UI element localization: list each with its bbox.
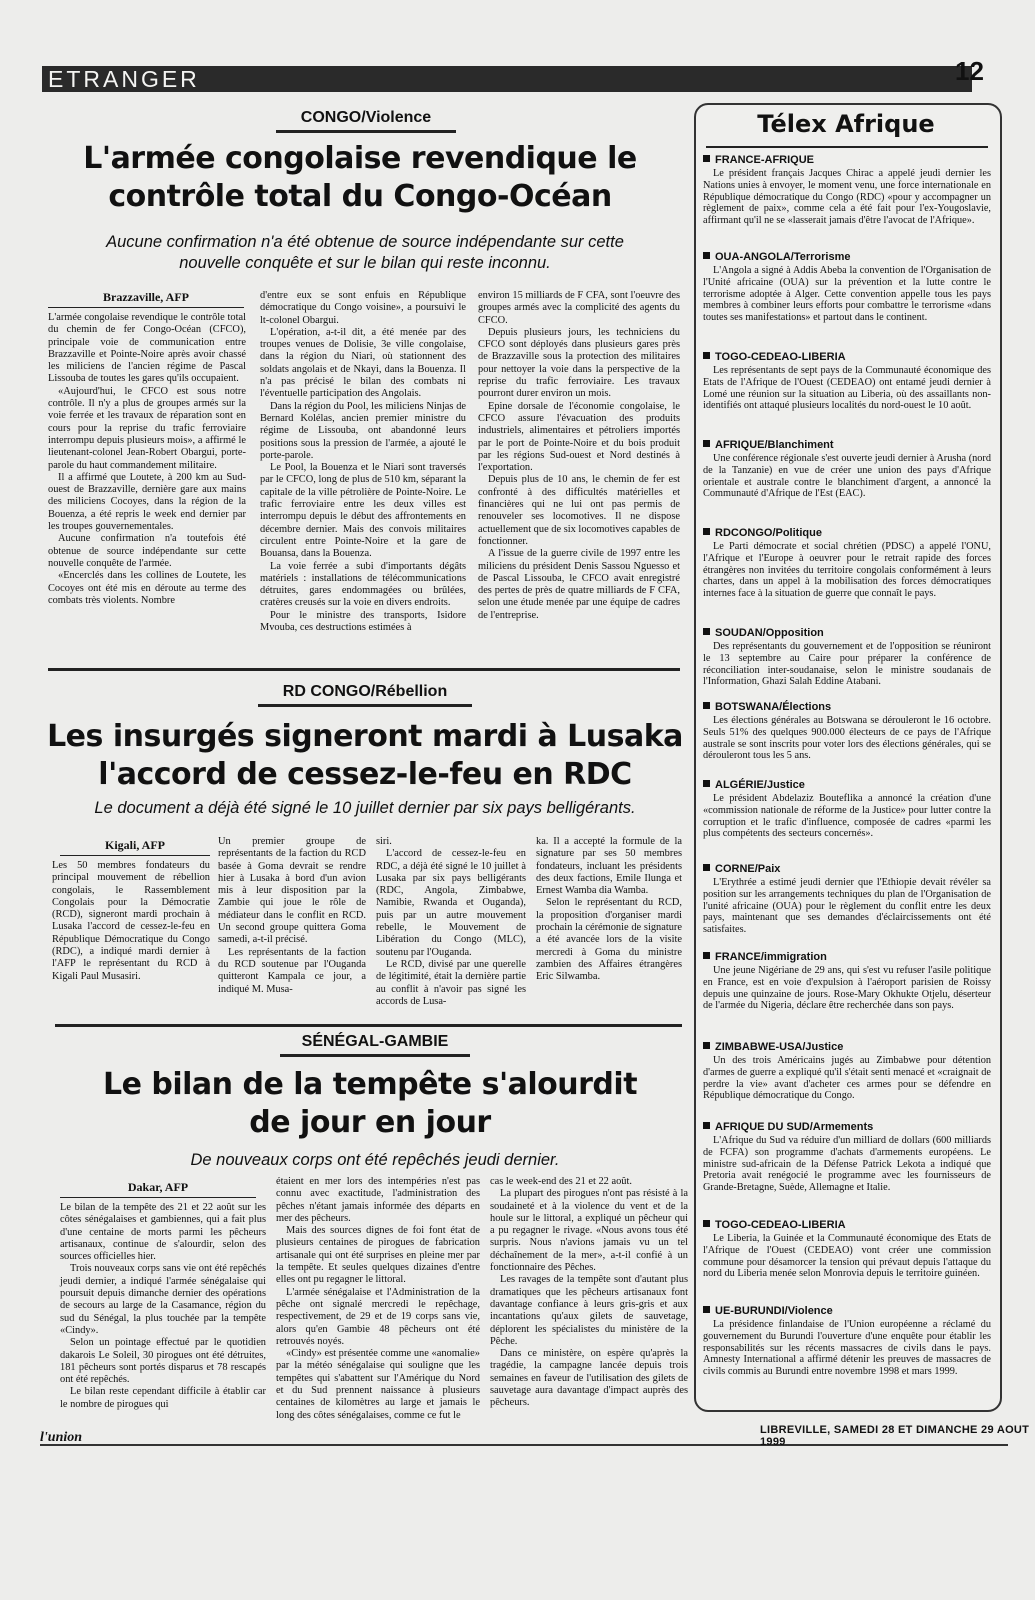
- bullet-square-icon: [703, 352, 710, 359]
- telex-item-body: Une conférence régionale s'est ouverte jeudi dernier à Arusha (nord de la Tanzanie) en vue de créer une union des pays d'Afrique orientale et australe contre le blanchiment d'argent, a annoncé la Communauté d'Afrique de l'Est (EAC).: [703, 453, 991, 500]
- telex-item-heading: TOGO-CEDEAO-LIBERIA: [715, 351, 846, 363]
- section-label: ETRANGER: [48, 66, 200, 92]
- article2-column-3: [376, 836, 526, 1007]
- telex-item-heading: BOTSWANA/Élections: [715, 701, 832, 713]
- paragraph: d'entre eux se sont enfuis en République démocratique du Congo voisine», a poursuivi le lt-colonel Obargui.: [260, 290, 466, 326]
- article1-column-1: [48, 312, 246, 652]
- paragraph: Les 50 membres fondateurs du principal mouvement de rébellion congolais, le Rassemblement Congolais pour la Démocratie (RCD), signeront mardi prochain à Lusaka l'accord de cessez-le-feu en République Démocratique du Congo (RDC), a indiqué mardi dernier à l'AFP le représentant du RCD à Kigali Paul Musasiri.: [52, 860, 210, 982]
- bullet-square-icon: [703, 1042, 710, 1049]
- footer-dateline: LIBREVILLE, SAMEDI 28 ET DIMANCHE 29 AOUT 1999: [760, 1424, 1030, 1448]
- telex-item-body: Les élections générales au Botswana se dérouleront le 16 octobre. Seuls 51% des quelques 900.000 électeurs de ce pays de l'Afrique australe se sont inscrits pour voter lors des élections générales, qui se dérouleront tous les 5 ans.: [703, 715, 991, 762]
- telex-item-body: Un des trois Américains jugés au Zimbabwe pour détention d'armes de guerre a expliqué qu'il s'était senti menacé et «craignait de perdre la vie» avant d'acheter ces armes pour se défendre en République démocratique du Congo.: [703, 1055, 991, 1102]
- telex-item-heading: AFRIQUE DU SUD/Armements: [715, 1121, 874, 1133]
- paragraph: Il a affirmé que Loutete, à 200 km au Sud-ouest de Brazzaville, dernière gare aux mains des miliciens Cocoyes, dans la région de la Bouenza, a été repris le week end dernier par les troupes gouvernementales.: [48, 471, 246, 533]
- telex-item: [703, 700, 991, 768]
- telex-item-heading: CORNE/Paix: [715, 863, 781, 875]
- paragraph: Les représentants de la faction du RCD soutenue par l'Ouganda quitteront Kampala ce jour, a indiqué M. Musa-: [218, 946, 366, 995]
- paragraph: L'armée sénégalaise et l'Administration de la pêche ont signalé mercredi le repêchage, respectivement, de 29 et de 19 corps sans vie, alors qu'en Gambie 48 pêcheurs ont été retrouvés noyés.: [276, 1286, 480, 1347]
- telex-item-heading: FRANCE/immigration: [715, 951, 827, 963]
- article3-column-1: [60, 1202, 266, 1442]
- telex-item: [703, 1120, 991, 1210]
- paragraph: L'accord de cessez-le-feu en RDC, a déjà été signé le 10 juillet à Lusaka par six pays belligérants (RDC, Angola, Zimbabwe, Namibie, Rwanda et Ouganda), puis par un autre mouvement rebelle, le Mouvement de Libération du Congo (MLC), soutenu par l'Ouganda.: [376, 848, 526, 958]
- telex-item: [703, 153, 991, 243]
- article3-column-3: [490, 1176, 688, 1442]
- telex-item-body: L'Erythrée a estimé jeudi dernier que l'Ethiopie devait révéler sa position sur les arrangements techniques du plan de l'Organisation de l'unité africaine (OUA) pour le règlement du conflit entre les deux pays, maintenant que ses demandes d'éclaircissements ont été satisfaites.: [703, 877, 991, 936]
- paragraph: Depuis plus de 10 ans, le chemin de fer est confronté à des difficultés matérielles et financières qui ne lui ont pas permis de renouveler ses locomotives. Il ne dispose actuellement que de six locomotives capables de fonctionner.: [478, 474, 680, 547]
- paragraph: cas le week-end des 21 et 22 août.: [490, 1176, 632, 1187]
- telex-item-body: Des représentants du gouvernement et de l'opposition se réuniront le 13 septembre au Caire pour préparer la conférence de réconciliation inter-soudanaise, selon le ministre soudanais de l'Information, Ghazi Salah Eddine Atabani.: [703, 641, 991, 688]
- paragraph: Aucune confirmation n'a toutefois été obtenue de source indépendante sur cette nouvelle conquête de l'armée.: [48, 533, 246, 569]
- telex-item: [703, 438, 991, 518]
- paragraph: Mais des sources dignes de foi font état de plusieurs centaines de pirogues de fabrication artisanale qui ont été surprises en pleine mer par la tempête. Et seules quelques dizaines d'entre elles ont pu regagner le littoral.: [276, 1225, 480, 1286]
- telex-item: [703, 626, 991, 694]
- paragraph: «Encerclés dans les collines de Loutete, les Cocoyes ont été mis en déroute au terme des combats très violents. Nombre: [48, 570, 246, 606]
- telex-item-body: Le Parti démocrate et social chrétien (PDSC) a appelé l'ONU, l'Afrique et l'Europe à oeuvrer pour le retrait rapide des forces étrangères non invitées du territoire congolais conformément à leurs chartes, dans un appel à la mobilisation des forces démocratiques internes face à la situation de guerre que connaît le pays.: [703, 541, 991, 600]
- article1-subhead: Aucune confirmation n'a été obtenue de source indépendante sur cette nouvelle conquête et sur le bilan qui reste inconnu.: [106, 233, 624, 272]
- article3-dateline: Dakar, AFP: [60, 1180, 256, 1198]
- bullet-square-icon: [703, 155, 710, 162]
- telex-item: [703, 778, 991, 854]
- telex-title-rule: [706, 146, 988, 148]
- paragraph: Le bilan de la tempête des 21 et 22 août sur les côtes sénégalaises et gambiennes, qui a fait plus d'une centaine de morts parmi les pêcheurs artisanaux, continue de s'alourdir, selon des sources officielles hier.: [60, 1202, 266, 1263]
- article2-column-4: [536, 836, 682, 998]
- telex-item: [703, 862, 991, 942]
- paragraph: Trois nouveaux corps sans vie ont été repêchés jeudi dernier, a indiqué l'armée sénégalaise qui poursuit depuis dimanche dernier des opérations de secours au large de la Casamance, région du sud du Sénégal, la plus touchée par la tempête «Cindy».: [60, 1263, 266, 1336]
- paragraph: A l'issue de la guerre civile de 1997 entre les miliciens du président Denis Sassou Nguesso et de Pascal Lissouba, le CFCO avait enregistré des pertes de près de quatre milliards de F CFA, selon une étude menée par une équipe de cadres de l'entreprise.: [478, 548, 680, 621]
- article2-headline: Les insurgés signeront mardi à Lusaka l'accord de cessez-le-feu en RDC: [47, 719, 683, 792]
- paragraph: siri.: [376, 836, 392, 847]
- paragraph: L'opération, a-t-il dit, a été menée par des troupes venues de Dolisie, 3e ville congolaise, dans la région du Niari, où stationnent des soldats angolais et de Nkayi, dans la Bouenza. Il n'a pas précisé le bilan des combats ni l'éventuelle participation des Angolais.: [260, 326, 466, 400]
- paragraph: La plupart des pirogues n'ont pas résisté à la soudaineté et à la violence du vent et de la houle sur le littoral, a expliqué un pêcheur qui a pu regagner le rivage. «Nous avons tous été surpris. Nous n'avions jamais vu un tel déchaînement de la mer», a-t-il confié à un fonctionnaire des Pêches.: [490, 1188, 688, 1274]
- paragraph: ka. Il a accepté la formule de la signature par ses 50 membres fondateurs, incluant les présidents des deux factions, Emile Ilunga et Ernest Wamba dia Wamba.: [536, 836, 682, 897]
- paragraph: Le RCD, divisé par une querelle de légitimité, était la dernière partie au conflit à n'avoir pas signé les accords de Lusa-: [376, 958, 526, 1007]
- paragraph: Le bilan reste cependant difficile à établir car le nombre de pirogues qui: [60, 1386, 266, 1410]
- newspaper-logo: l'union: [40, 1430, 83, 1445]
- telex-item: [703, 1218, 991, 1296]
- bullet-square-icon: [703, 440, 710, 447]
- telex-item-heading: FRANCE-AFRIQUE: [715, 154, 814, 166]
- telex-item: [703, 250, 991, 342]
- paragraph: environ 15 milliards de F CFA, sont l'oeuvre des groupes armés avec la complicité des agents du CFCO.: [478, 290, 680, 326]
- article1-column-3: [478, 290, 680, 652]
- telex-item: [703, 1040, 991, 1112]
- telex-item-heading: UE-BURUNDI/Violence: [715, 1305, 833, 1317]
- article2-subhead: Le document a déjà été signé le 10 juillet dernier par six pays belligérants.: [94, 799, 636, 817]
- telex-item-body: Le Liberia, la Guinée et la Communauté économique des Etats de l'Afrique de l'Ouest (CEDEAO) vont créer une commission commune pour désamorcer la tension qui prévaut depuis l'attaque du nord du Liberia menée selon Monrovia depuis le territoire guinéen.: [703, 1233, 991, 1280]
- article1-headline: L'armée congolaise revendique le contrôle total du Congo-Océan: [83, 141, 637, 214]
- article2-column-1: [52, 860, 210, 995]
- bullet-square-icon: [703, 1306, 710, 1313]
- paragraph: «Aujourd'hui, le CFCO est sous notre contrôle. Il n'y a plus de groupes armés sur la voie ferrée et les travaux de réparation sont en cours pour la reprise du trafic ferroviaire interrompu depuis plusieurs mois», a affirmé le lieutenant-colonel Jean-Robert Obargui, porte-parole du haut commandement militaire.: [48, 385, 246, 471]
- section-divider: [55, 1024, 682, 1027]
- paragraph: Dans ce ministère, on espère qu'après la tragédie, la campagne lancée depuis trois semaines en faveur de l'utilisation des gilets de sauvetage aura davantage d'impact auprès des pêcheurs.: [490, 1348, 688, 1409]
- telex-item-heading: OUA-ANGOLA/Terrorisme: [715, 251, 851, 263]
- bullet-square-icon: [703, 1220, 710, 1227]
- telex-item-body: La présidence finlandaise de l'Union européenne a réclamé du gouvernement du Burundi l'ouverture d'une enquête pour établir les responsabilités sur les récents massacres de civils dans le pays. Amnesty International a affirmé détenir les preuves de massacres de civils commis au Burundi entre novembre 1998 et mars 1999.: [703, 1319, 991, 1378]
- telex-title: Télex Afrique: [757, 110, 935, 138]
- telex-item-heading: AFRIQUE/Blanchiment: [715, 439, 834, 451]
- article2-dateline: Kigali, AFP: [60, 838, 210, 856]
- paragraph: Dans la région du Pool, les miliciens Ninjas de Bernard Kolélas, ancien premier ministre du régime de Lissouba, ont abandonné leurs positions sous la pression de l'armée, a ajouté le porte-parole.: [260, 400, 466, 461]
- paragraph: «Cindy» est présentée comme une «anomalie» par la météo sénégalaise qui souligne que les tempêtes qui s'abattent sur l'Amérique du Nord et du Sud prennent naissance à plusieurs centaines de kilomètres au large et jamais le long des côtes sénégalaises, comme ce fut le: [276, 1348, 480, 1421]
- bullet-square-icon: [703, 628, 710, 635]
- bullet-square-icon: [703, 952, 710, 959]
- paragraph: Depuis plusieurs jours, les techniciens du CFCO sont déployés dans plusieurs gares près de Brazzaville sous la protection des militaires pour nettoyer la voie dans la perspective de la reprise du trafic ferroviaire. Les travaux pourront durer environ un mois.: [478, 326, 680, 400]
- paragraph: Le Pool, la Bouenza et le Niari sont traversés par le CFCO, long de plus de 510 km, séparant la capitale de la ville pétrolière de Pointe-Noire. Le trafic ferroviaire entre les deux villes est interrompu depuis le début des affrontements en décembre dernier. Mais des convois militaires circulent entre Pointe-Noire et la gare de Bouansa, dans la Bouenza.: [260, 462, 466, 560]
- bullet-square-icon: [703, 864, 710, 871]
- page-number: 12: [955, 56, 984, 86]
- telex-item: [703, 950, 991, 1030]
- section-divider: [48, 668, 680, 671]
- paragraph: étaient en mer lors des intempéries n'est pas connu avec exactitude, l'administration des pêches n'étant jamais informée des départs en mer des pêcheurs.: [276, 1176, 480, 1224]
- article2-kicker: RD CONGO/Rébellion: [258, 682, 472, 707]
- telex-item-heading: ZIMBABWE-USA/Justice: [715, 1041, 844, 1053]
- paragraph: Pour le ministre des transports, Isidore Mvouba, ces destructions estimées à: [260, 609, 466, 634]
- telex-item-heading: SOUDAN/Opposition: [715, 627, 824, 639]
- paragraph: Selon un pointage effectué par le quotidien dakarois Le Soleil, 30 pirogues ont été détruites, 181 pêcheurs sont portés disparus et 78 rescapés ont été repêchés.: [60, 1337, 266, 1386]
- paragraph: Un premier groupe de représentants de la faction du RCD basée à Goma devrait se rendre hier à Lusaka à bord d'un avion mis à leur disposition par la Zambie qui joue le rôle de médiateur dans le conflit en RCD. Un second groupe quittera Goma samedi, a-t-il précisé.: [218, 836, 366, 946]
- bullet-square-icon: [703, 1122, 710, 1129]
- paragraph: Selon le représentant du RCD, la proposition d'organiser mardi prochain la cérémonie de signature a été avancée lors de la visite mercredi à Goma du ministre zambien des Affaires étrangères Eric Silwamba.: [536, 897, 682, 983]
- paragraph: La voie ferrée a subi d'importants dégâts matériels : installations de télécommunications détruites, gares endommagées ou brûlées, cratères creusés sur la voie en divers endroits.: [260, 560, 466, 609]
- article3-column-2: [276, 1176, 480, 1442]
- paragraph: Epine dorsale de l'économie congolaise, le CFCO assure l'évacuation des produits industriels, alimentaires et pétroliers importés par le port de Pointe-Noire et du bois produit par les régions Sud-ouest et Nord destinés à l'exportation.: [478, 400, 680, 474]
- article1-kicker: CONGO/Violence: [276, 108, 456, 133]
- telex-item-body: Le président Abdelaziz Bouteflika a annoncé la création d'une «commission nationale de réforme de la Justice» pour lutter contre la corruption et le trafic d'influence, composée de cadres «parmi les plus compétents des secteurs concernés».: [703, 793, 991, 840]
- bullet-square-icon: [703, 702, 710, 709]
- article1-column-2: [260, 290, 466, 652]
- paragraph: L'armée congolaise revendique le contrôle total du chemin de fer Congo-Océan (CFCO), principale voie de communication entre Brazzaville et Pointe-Noire après avoir chassé les miliciens de l'ancien régime de Pascal Lissouba de toutes les gares qu'ils occupaient.: [48, 312, 246, 385]
- telex-item-heading: TOGO-CEDEAO-LIBERIA: [715, 1219, 846, 1231]
- telex-item-body: Le président français Jacques Chirac a appelé jeudi dernier les Nations unies à envoyer, le moment venu, une force internationale en République démocratique du Congo (RDC) «pour y accompagner un règlement de paix», comme cela a été fait pour l'ex-Yougoslavie, affirmant qu'il ne se «lasserait jamais d'être l'avocat de l'Afrique».: [703, 168, 991, 227]
- bullet-square-icon: [703, 780, 710, 787]
- bullet-square-icon: [703, 528, 710, 535]
- telex-item-body: Une jeune Nigériane de 29 ans, qui s'est vu refuser l'asile politique en France, est en voie d'expulsion à l'aéroport parisien de Roissy depuis une quinzaine de jours. Rose-Mary Okhukte Otjelu, déserteur de l'armée du Nigeria, déclare être recherchée dans son pays.: [703, 965, 991, 1012]
- article2-column-2: [218, 836, 366, 998]
- telex-item-body: L'Afrique du Sud va réduire d'un milliard de dollars (600 milliards de FCFA) son programme d'achats d'armements européens. Le ministre sud-africain de la Défense Patrick Lekota a indiqué que Pretoria avait renégocié le programme avec les fournisseurs de Grande-Bretagne, Suède, Allemagne et Italie.: [703, 1135, 991, 1194]
- article3-subhead: De nouveaux corps ont été repêchés jeudi dernier.: [190, 1151, 560, 1169]
- telex-item: [703, 1304, 991, 1404]
- telex-item-body: L'Angola a signé à Addis Abeba la convention de l'Organisation de l'Unité africaine (OUA) sur la prévention et la lutte contre le terrorisme adoptée à Alger. Cette convention appelle tous les pays membres à combiner leurs efforts pour combattre le terrorisme «dans toutes ses manifestations» et partout dans le continent.: [703, 265, 991, 324]
- article1-dateline: Brazzaville, AFP: [48, 290, 244, 308]
- telex-item-body: Les représentants de sept pays de la Communauté économique des Etats de l'Afrique de l'Ouest (CEDEAO) ont entamé jeudi dernier à Lomé une réunion sur la situation au Liberia, où des assaillants non-identifiés ont attaqué plusieurs localités du nord-ouest le 10 août.: [703, 365, 991, 412]
- telex-item: [703, 350, 991, 430]
- bullet-square-icon: [703, 252, 710, 259]
- telex-item-heading: RDCONGO/Politique: [715, 527, 822, 539]
- article3-kicker: SÉNÉGAL-GAMBIE: [280, 1032, 470, 1057]
- telex-item: [703, 526, 991, 618]
- telex-item-heading: ALGÉRIE/Justice: [715, 779, 805, 791]
- paragraph: Les ravages de la tempête sont d'autant plus dramatiques que les pêcheurs artisanaux font davantage confiance à leurs gris-gris et aux incantations qu'aux gilets de sauvetage, déplorent les spécialistes du ministère de la Pêche.: [490, 1274, 688, 1347]
- article3-headline: Le bilan de la tempête s'alourdit de jour en jour: [102, 1067, 638, 1140]
